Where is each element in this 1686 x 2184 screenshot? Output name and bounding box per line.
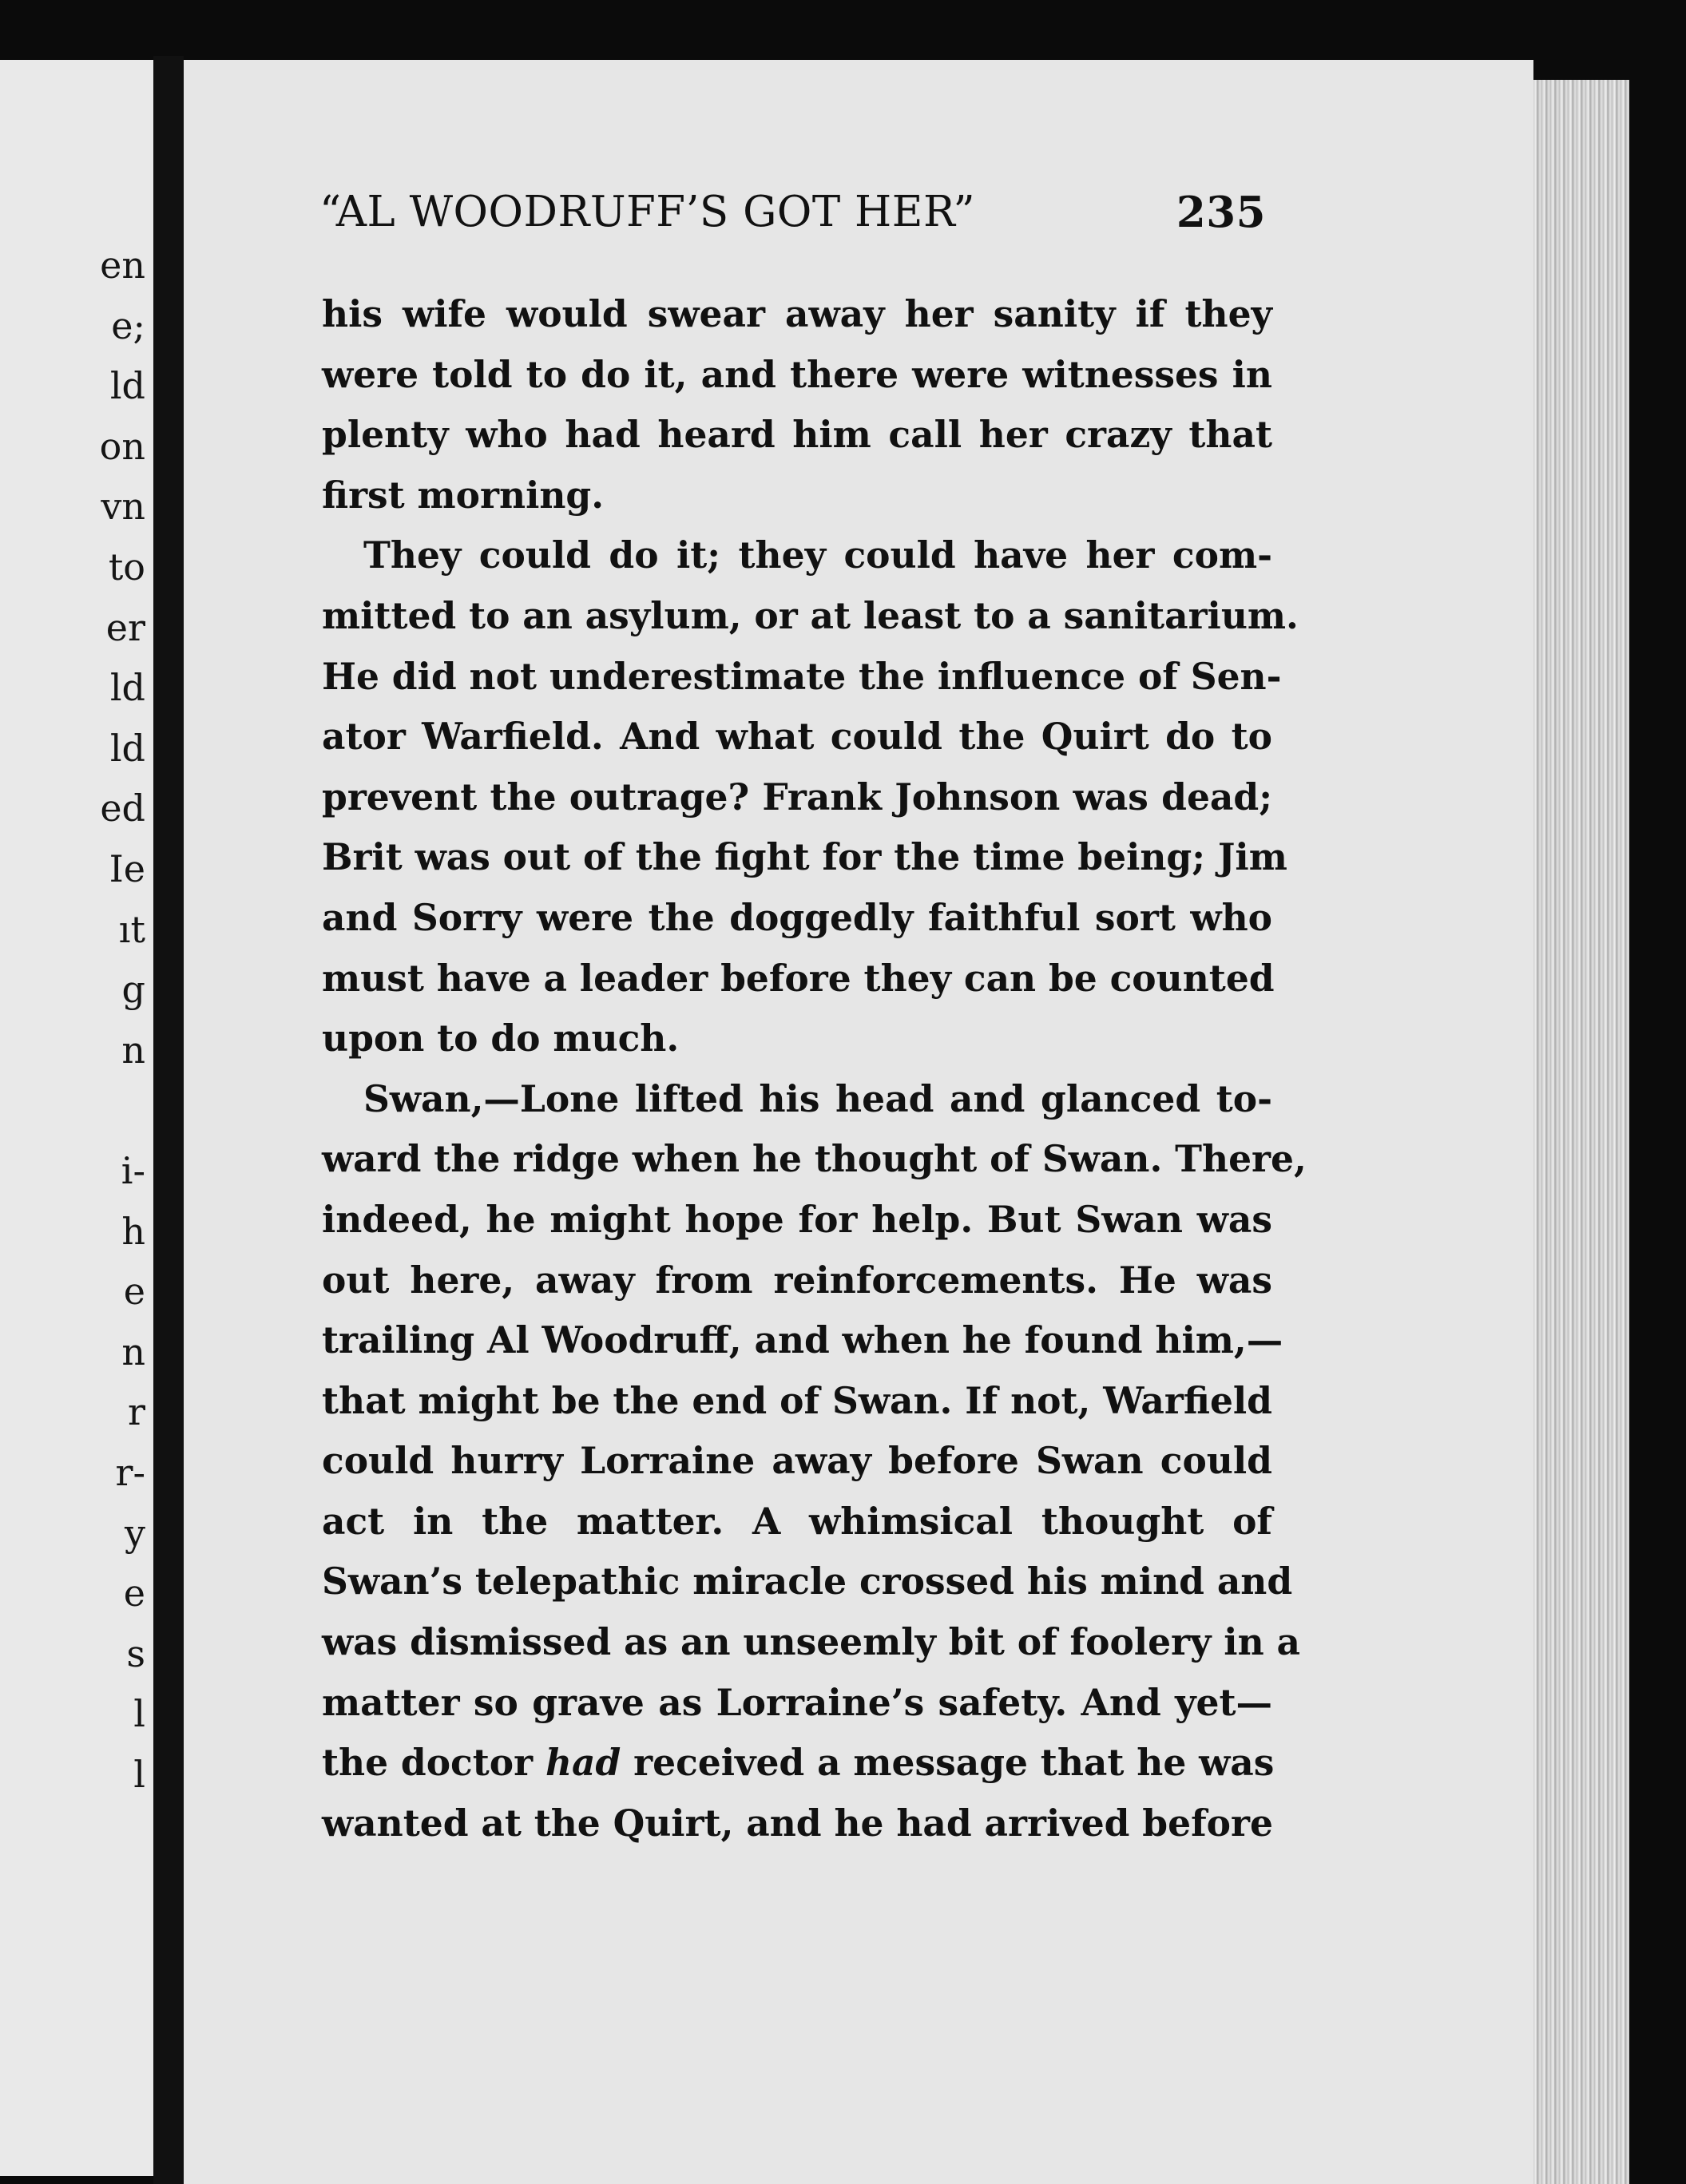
facing-page-line-fragment: g: [121, 968, 145, 1012]
chapter-title: “AL WOODRUFF’S GOT HER”: [319, 188, 976, 236]
text-line: Brit was out of the fight for the time being; Jim: [322, 835, 1287, 879]
text-line: and Sorry were the doggedly faithful sort who: [322, 895, 1272, 939]
facing-page-fragment: [0, 60, 153, 2176]
facing-page-line-fragment: Ie: [109, 847, 145, 890]
text-line: wanted at the Quirt, and he had arrived before: [322, 1801, 1273, 1845]
facing-page-line-fragment: ld: [109, 364, 145, 408]
text-line: act in the matter. A whimsical thought of: [322, 1499, 1272, 1543]
text-line: out here, away from reinforcements. He was: [322, 1258, 1272, 1302]
facing-page-line-fragment: n: [121, 1330, 145, 1373]
facing-page-line-fragment: l: [133, 1692, 145, 1736]
facing-page-line-fragment: r-: [115, 1451, 145, 1494]
text-line: Swan,—Lone lifted his head and glanced to-: [363, 1076, 1272, 1120]
facing-page-line-fragment: ld: [109, 666, 145, 710]
facing-page-line-fragment: on: [99, 424, 145, 468]
facing-page-line-fragment: to: [108, 545, 145, 589]
facing-page-line-fragment: n: [121, 1028, 145, 1072]
text-line: that might be the end of Swan. If not, Warfield: [322, 1378, 1272, 1422]
text-line: indeed, he might hope for help. But Swan was: [322, 1197, 1272, 1241]
facing-page-line-fragment: ıt: [118, 907, 145, 951]
text-line: were told to do it, and there were witnesses in: [322, 352, 1272, 396]
facing-page-line-fragment: e: [123, 1270, 145, 1314]
text-line: mitted to an asylum, or at least to a sanitarium.: [322, 593, 1299, 637]
text-line: matter so grave as Lorraine’s safety. And yet—: [322, 1680, 1272, 1724]
facing-page-line-fragment: vn: [101, 485, 145, 529]
page-stack-edge: [1533, 80, 1629, 2184]
facing-page-line-fragment: y: [125, 1511, 145, 1555]
text-line: upon to do much.: [322, 1017, 680, 1060]
book-gutter: [153, 56, 184, 2184]
text-line: could hurry Lorraine away before Swan could: [322, 1439, 1272, 1483]
text-line: [322, 1733, 1275, 1794]
running-head: [319, 188, 1266, 268]
facing-page-line-fragment: h: [121, 1209, 145, 1253]
italic-word: had: [545, 1741, 621, 1785]
text-line: plenty who had heard him call her crazy that: [322, 413, 1272, 457]
text-segment: received a message that he was: [621, 1741, 1275, 1785]
text-line: They could do it; they could have her com-: [363, 533, 1272, 577]
facing-page-line-fragment: i-: [121, 1149, 145, 1192]
facing-page-line-fragment: er: [105, 605, 145, 649]
text-segment: the doctor: [322, 1741, 545, 1785]
facing-page-line-fragment: r: [128, 1390, 145, 1434]
text-line: Swan’s telepathic miracle crossed his mind and: [322, 1560, 1293, 1603]
facing-page-line-fragment: l: [133, 1753, 145, 1796]
text-line: was dismissed as an unseemly bit of foolery in a: [322, 1620, 1300, 1664]
body-text: [322, 284, 1307, 1853]
facing-page-line-fragment: ed: [100, 787, 145, 830]
text-line: ward the ridge when he thought of Swan. There,: [322, 1137, 1307, 1181]
text-line: first morning.: [322, 473, 605, 517]
text-line: trailing Al Woodruff, and when he found him,—: [322, 1318, 1283, 1362]
page-number: 235: [1176, 188, 1266, 237]
facing-page-line-fragment: e: [123, 1572, 145, 1615]
facing-page-line-fragment: ld: [109, 726, 145, 770]
text-line: prevent the outrage? Frank Johnson was dead;: [322, 775, 1272, 819]
text-line: He did not underestimate the influence of Sen-: [322, 654, 1282, 698]
text-line: his wife would swear away her sanity if they: [322, 292, 1272, 335]
facing-page-line-fragment: e;: [111, 303, 145, 347]
text-line: ator Warfield. And what could the Quirt do to: [322, 715, 1272, 759]
facing-page-line-fragment: s: [126, 1631, 145, 1675]
facing-page-line-fragment: en: [100, 244, 145, 287]
text-line: must have a leader before they can be counted: [322, 956, 1275, 1000]
